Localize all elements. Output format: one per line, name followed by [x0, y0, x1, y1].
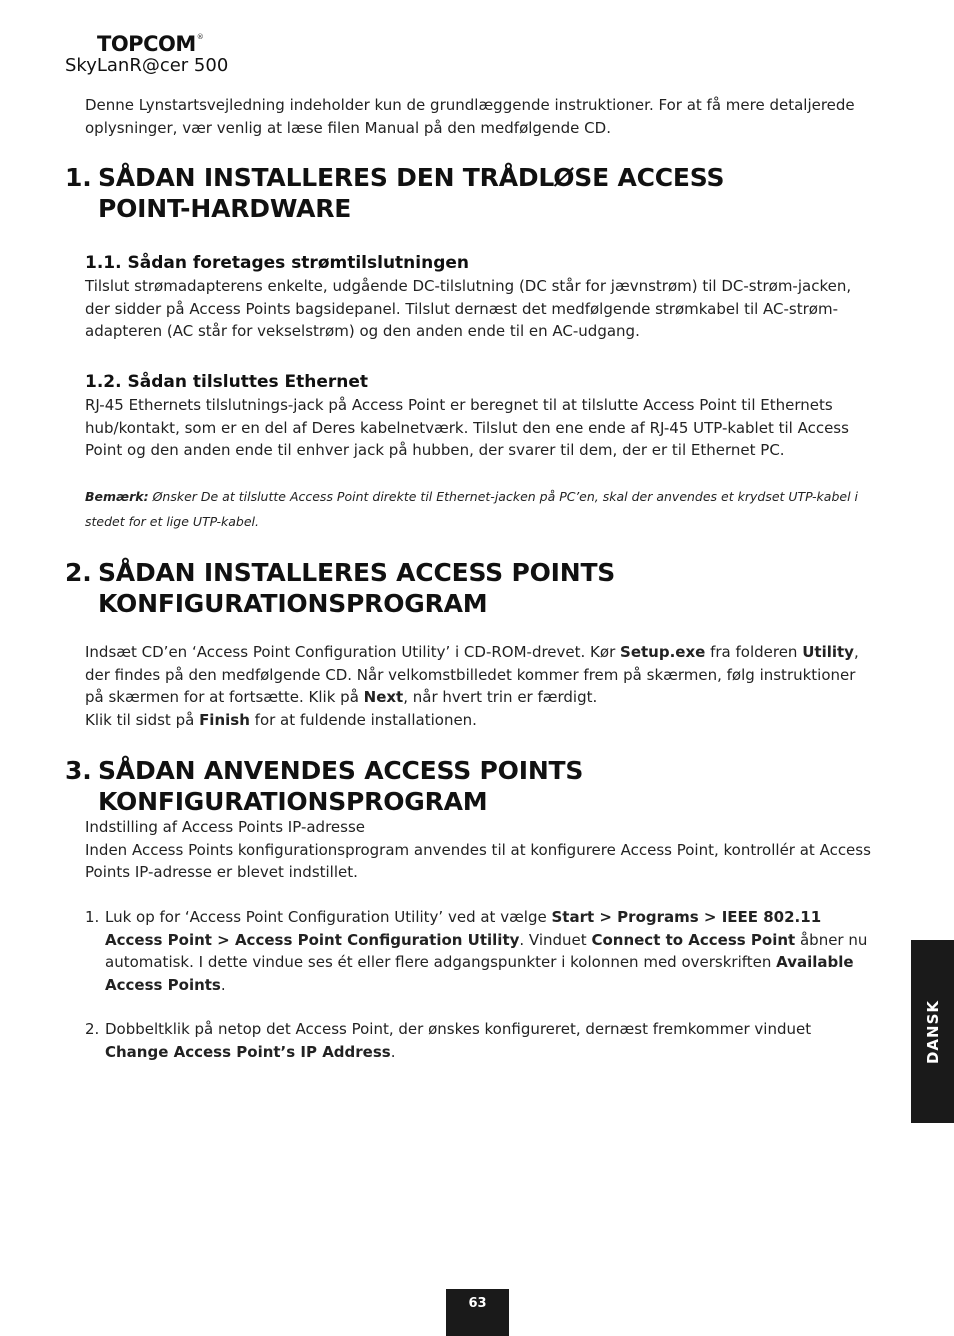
section-2-number: 2. — [65, 558, 92, 587]
language-tab — [911, 940, 954, 1123]
topcom-logo — [97, 33, 204, 55]
section-3-heading — [65, 755, 865, 817]
section-3-number: 3. — [65, 756, 92, 785]
section-2-title-line2: KONFIGURATIONSPROGRAM — [98, 589, 488, 618]
subsection-1-1-text: Tilslut strømadapterens enkelte, udgående DC-tilslutning (DC står for jævnstrøm) til DC-strøm-jacken, der sidder på Access Points bagsidepanel. Tilslut dernæst det medfølgende strømkabel til AC-strøm-adapteren (AC står for vekselstrøm) og den anden ende til en AC-udgang. — [85, 277, 852, 340]
note-paragraph — [85, 484, 875, 534]
page-number-box — [446, 1289, 509, 1336]
subsection-1-2-text: RJ-45 Ethernets tilslutnings-jack på Access Point er beregnet til at tilslutte Access Point til Ethernets hub/kontakt, som er en del af Deres kabelnetværk. Tilslut den ene ende af RJ-45 UTP-kablet til Access Point og den anden ende til enhver jack på hubben, der svarer til dem, der er til Ethernet PC. — [85, 396, 849, 459]
section-1-title-line2: POINT-HARDWARE — [98, 194, 352, 223]
section-1-heading — [65, 162, 865, 224]
section-2-text: Indsæt CD’en ‘Access Point Configuration Utility’ i CD-ROM-drevet. Kør Setup.exe fra folderen Utility, der findes på den medfølgende CD. Når velkomstbilledet kommer frem på skærmen, følg instruktioner på skærmen for at fortsætte. Klik på Next, når hvert trin er færdigt. Klik til sidst på Finish for at fuldende installationen. — [85, 643, 859, 729]
next-label: Next — [363, 688, 404, 706]
section-2-title-line1: SÅDAN INSTALLERES ACCESS POINTS — [98, 558, 616, 587]
logo-text: TOPCOM — [97, 32, 196, 56]
section-1-title-line1: SÅDAN INSTALLERES DEN TRÅDLØSE ACCESS — [98, 163, 725, 192]
product-name: SkyLanR@cer 500 — [65, 55, 229, 76]
subsection-1-1-title: 1.1. Sådan foretages strømtilslutningen — [85, 253, 470, 273]
intro-paragraph: Denne Lynstartsvejledning indeholder kun de grundlæggende instruktioner. For at få mere detaljerede oplysninger, vær venlig at læse filen Manual på den medfølgende CD. — [85, 96, 855, 137]
language-tab-label: DANSK — [923, 999, 942, 1064]
note-text: Ønsker De at tilslutte Access Point direkte til Ethernet-jacken på PC’en, skal der anvendes et krydset UTP-kabel i stedet for et lige UTP-kabel. — [85, 489, 858, 529]
setup-exe-label: Setup.exe — [620, 643, 706, 661]
list-item: 1. Luk op for ‘Access Point Configuration Utility’ ved at vælge Start > Programs > IEEE 802.11 Access Point > Access Point Configuration Utility. Vinduet Connect to Access Point åbner nu automatisk. I dette vindue ses ét eller flere adgangspunkter i kolonnen med overskriften Available Access Points. — [85, 908, 868, 994]
note-label: Bemærk: — [85, 489, 149, 504]
list-item: 2. Dobbeltklik på netop det Access Point, der ønskes konfigureret, dernæst fremkommer vinduet Change Access Point’s IP Address. — [85, 1020, 812, 1061]
section-3-title-line1: SÅDAN ANVENDES ACCESS POINTS — [98, 756, 584, 785]
section-2-heading — [65, 557, 865, 619]
utility-label: Utility — [802, 643, 854, 661]
list-item-number: 2. — [85, 1020, 100, 1038]
list-item-number: 1. — [85, 908, 100, 926]
section-1-number: 1. — [65, 163, 92, 192]
section-3-intro: Indstilling af Access Points IP-adresse Inden Access Points konfigurationsprogram anvendes til at konfigurere Access Point, kontrollér at Access Points IP-adresse er blevet indstillet. — [85, 818, 871, 881]
section-3-title-line2: KONFIGURATIONSPROGRAM — [98, 787, 488, 816]
page-number: 63 — [468, 1296, 487, 1311]
registered-mark: ® — [196, 33, 204, 41]
finish-label: Finish — [199, 710, 250, 729]
subsection-1-2-title: 1.2. Sådan tilsluttes Ethernet — [85, 372, 369, 392]
